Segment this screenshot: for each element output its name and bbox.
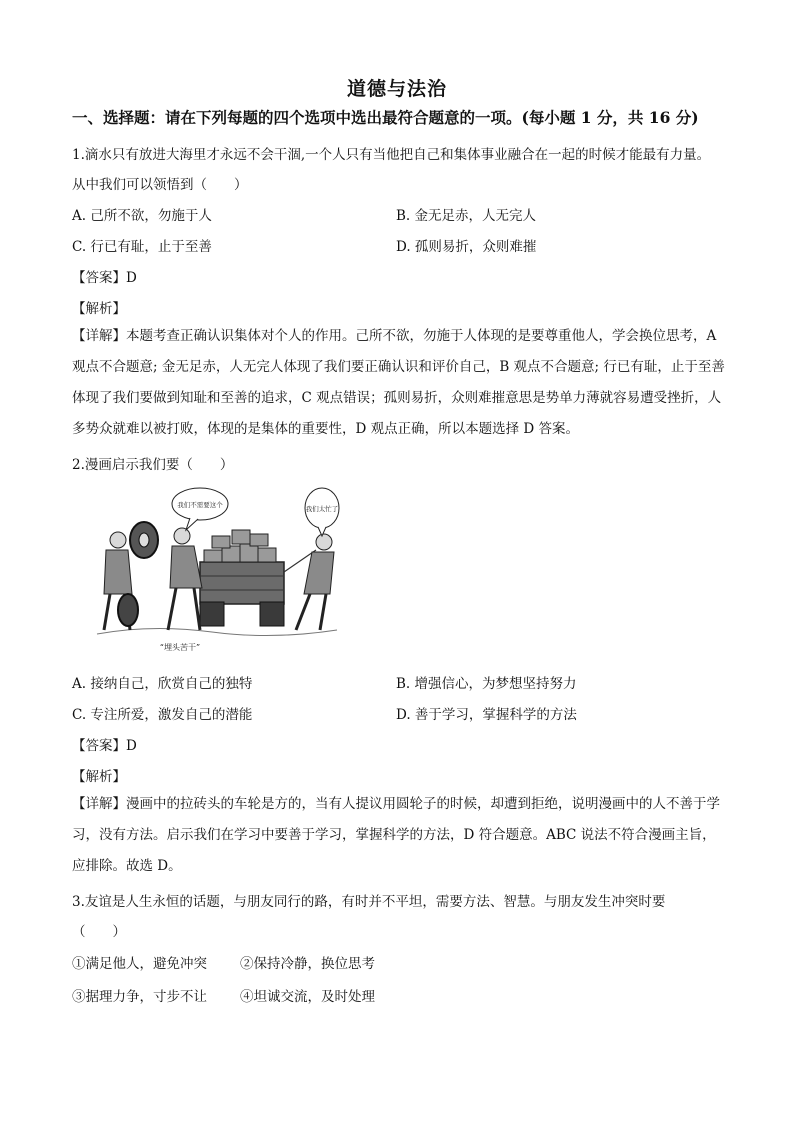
q2-option-a: A. 接纳自己，欣赏自己的独特 bbox=[72, 676, 253, 692]
q1-option-c: C. 行已有耻，止于至善 bbox=[72, 239, 212, 255]
q1-option-b: B. 金无足赤，人无完人 bbox=[396, 208, 537, 224]
q2-option-b: B. 增强信心，为梦想坚持努力 bbox=[396, 676, 577, 692]
q1-stem-line1: 1.滴水只有放进大海里才永远不会干涸,一个人只有当他把自己和集体事业融合在一起的时候才能最有力量。 bbox=[72, 147, 711, 163]
q2-answer: 【答案】D bbox=[72, 738, 137, 754]
cartoon-bubble-right: 我们太忙了 bbox=[305, 505, 339, 513]
q1-detail: 【详解】本题考查正确认识集体对个人的作用。己所不欲，勿施于人体现的是要尊重他人，学会换位思考，A 观点不合题意; 金无足赤，人无完人体现了我们要正确认识和评价自己，B 观点不合题意; 行已有耻，止于至善体现了我们要做到知耻和至善的追求，C 观点错误；孤则易折，众则难摧意思是势单力薄就容易遭受挫折，人多势众就难以被打败，体现的是集体的重要性，D 观点正确，所以本题选择 D 答案。 bbox=[72, 328, 725, 437]
q2-detail: 【详解】漫画中的拉砖头的车轮是方的，当有人提议用圆轮子的时候，却遭到拒绝，说明漫画中的人不善于学习，没有方法。启示我们在学习中要善于学习，掌握科学的方法，D 符合题意。ABC 说法不符合漫画主旨，应排除。故选 D。 bbox=[72, 796, 720, 874]
q3-item-2: ②保持冷静，换位思考 bbox=[240, 956, 375, 972]
section-heading: 一、选择题：请在下列每题的四个选项中选出最符合题意的一项。(每小题 1 分，共 16 分) bbox=[72, 108, 699, 127]
q3-stem-line2: （ ） bbox=[72, 924, 126, 940]
page-title: 道德与法治 bbox=[346, 78, 447, 100]
q2-option-d: D. 善于学习，掌握科学的方法 bbox=[396, 707, 577, 723]
q2-stem: 2.漫画启示我们要（ ） bbox=[72, 457, 234, 473]
q1-option-d: D. 孤则易折，众则难摧 bbox=[396, 239, 537, 255]
q3-item-4: ④坦诚交流，及时处理 bbox=[240, 989, 375, 1005]
cartoon-bubble-left: 我们不需要这个 bbox=[177, 501, 223, 509]
cartoon-image bbox=[92, 484, 342, 656]
q3-stem-line1: 3.友谊是人生永恒的话题，与朋友同行的路，有时并不平坦，需要方法、智慧。与朋友发生冲突时要 bbox=[72, 894, 666, 910]
q3-item-1: ①满足他人，避免冲突 bbox=[72, 956, 207, 972]
q1-stem-line2: 从中我们可以领悟到（ ） bbox=[72, 177, 248, 193]
cartoon-caption: “埋头苦干” bbox=[159, 643, 201, 652]
q2-analysis-label: 【解析】 bbox=[72, 769, 126, 785]
q3-item-3: ③据理力争，寸步不让 bbox=[72, 989, 207, 1005]
q1-analysis-label: 【解析】 bbox=[72, 301, 126, 317]
q1-answer: 【答案】D bbox=[72, 270, 137, 286]
q2-option-c: C. 专注所爱，激发自己的潜能 bbox=[72, 707, 253, 723]
q1-option-a: A. 己所不欲，勿施于人 bbox=[72, 208, 212, 224]
